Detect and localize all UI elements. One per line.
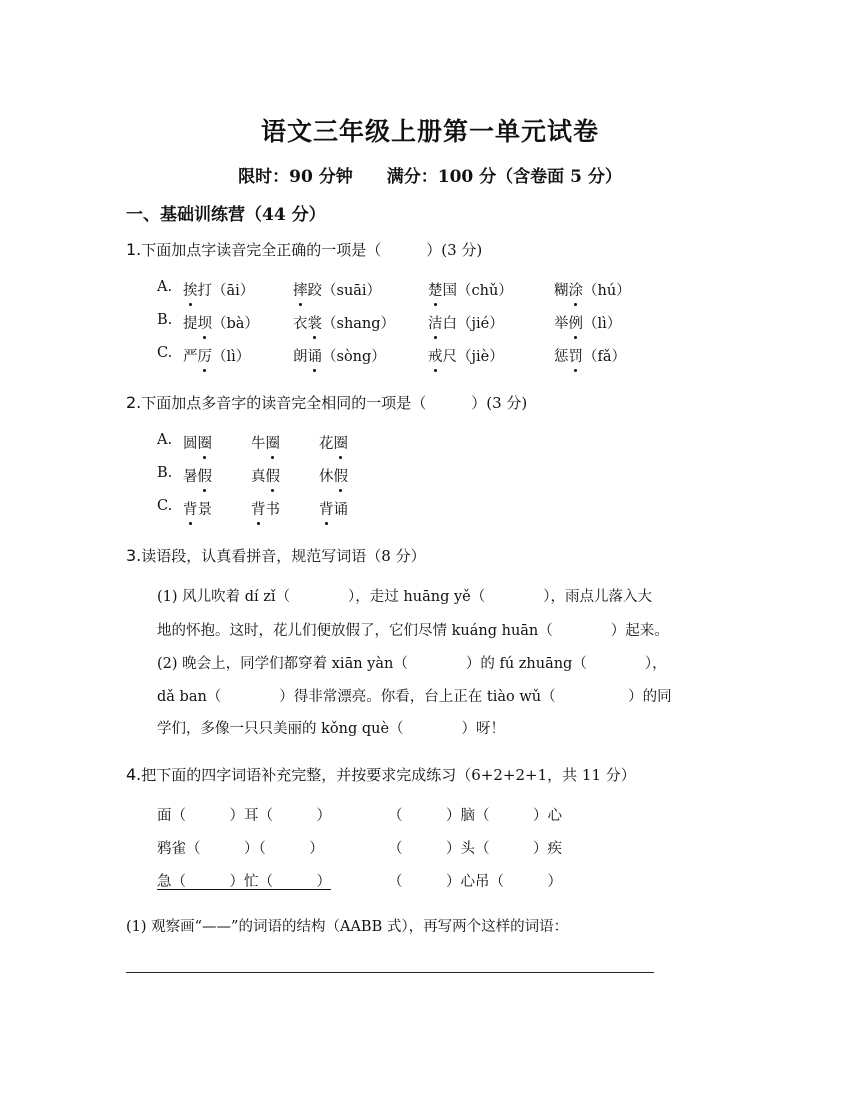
dotted-character: 戒 <box>428 345 443 366</box>
full-score: 满分：100 分（含卷面 5 分） <box>386 167 622 187</box>
option-word: 真假 <box>251 465 280 486</box>
exam-info <box>0 162 860 187</box>
dotted-character: 背 <box>319 498 334 519</box>
question-number: 3. <box>126 546 142 565</box>
option-word: 举例（lì） <box>554 312 621 333</box>
idiom-blank: 面（ ）耳（ ） <box>157 808 331 824</box>
page-title: 语文三年级上册第一单元试卷 <box>260 117 599 146</box>
option-label: A. <box>157 432 173 448</box>
option-word: 牛圈 <box>251 432 280 453</box>
dotted-character: 圈 <box>334 432 349 453</box>
question-2 <box>126 392 527 413</box>
option-word: 背景 <box>183 498 212 519</box>
option-word: 背诵 <box>319 498 348 519</box>
dotted-character: 坝 <box>198 312 213 333</box>
passage-line: (2) 晚会上，同学们都穿着 xiān yàn（ ）的 fú zhuāng（ ）， <box>157 656 667 672</box>
idiom-blank: 鸦雀（ ）（ ） <box>157 841 324 857</box>
dotted-character: 假 <box>266 465 281 486</box>
question-number: 1. <box>126 240 142 259</box>
dotted-character: 洁 <box>428 312 443 333</box>
time-limit: 限时：90 分钟 <box>238 167 353 187</box>
dotted-character: 摔 <box>293 279 308 300</box>
option-word: 花圈 <box>319 432 348 453</box>
dotted-character: 厉 <box>198 345 213 366</box>
dotted-character: 假 <box>334 465 349 486</box>
option-word: 洁白（jié） <box>428 312 504 333</box>
dotted-character: 背 <box>251 498 266 519</box>
question-3 <box>126 545 426 566</box>
option-label: C. <box>157 498 173 514</box>
sub-question-1: (1) 观察画“——”的词语的结构（AABB 式），再写两个这样的词语： <box>126 919 569 935</box>
idiom-blank: （ ）脑（ ）心 <box>388 808 562 824</box>
option-word: 惩罚（fǎ） <box>554 345 626 366</box>
passage-line: 学们，多像一只只美丽的 kǒng què（ ）呀！ <box>157 721 506 737</box>
idiom-blank-underlined: 急（ ）忙（ ） <box>157 874 331 890</box>
option-word: 严厉（lì） <box>183 345 250 366</box>
question-number: 2. <box>126 393 142 412</box>
dotted-character: 挨 <box>183 279 198 300</box>
dotted-character: 假 <box>198 465 213 486</box>
dotted-character: 罚 <box>569 345 584 366</box>
passage-line: (1) 风儿吹着 dí zǐ（ ），走过 huāng yě（ ），雨点儿落入大 <box>157 589 652 605</box>
dotted-character: 背 <box>183 498 198 519</box>
option-word: 衣裳（shang） <box>293 312 395 333</box>
question-text: 下面加点字读音完全正确的一项是（ ）(3 分) <box>141 241 483 259</box>
question-text: 读语段，认真看拼音，规范写词语（8 分） <box>141 547 426 565</box>
dotted-character: 涂 <box>569 279 584 300</box>
idiom-blank: （ ）头（ ）疾 <box>388 841 562 857</box>
option-word: 暑假 <box>183 465 212 486</box>
passage-line: 地的怀抱。这时，花儿们便放假了，它们尽情 kuáng huān（ ）起来。 <box>157 623 669 639</box>
section-heading: 一、基础训练营（44 分） <box>126 205 326 225</box>
passage-line: dǎ ban（ ）得非常漂亮。你看，台上正在 tiào wǔ（ ）的同 <box>157 689 672 705</box>
option-label: B. <box>157 465 173 481</box>
dotted-character: 楚 <box>428 279 443 300</box>
answer-line[interactable] <box>126 972 654 973</box>
option-word: 圆圈 <box>183 432 212 453</box>
option-word: 糊涂（hú） <box>554 279 631 300</box>
option-label: C. <box>157 345 173 361</box>
idiom-blank: （ ）心吊（ ） <box>388 874 562 890</box>
option-word: 戒尺（jiè） <box>428 345 504 366</box>
question-text: 下面加点多音字的读音完全相同的一项是（ ）(3 分) <box>141 394 528 412</box>
option-word: 摔跤（suāi） <box>293 279 381 300</box>
dotted-character: 圈 <box>266 432 281 453</box>
question-4 <box>126 764 636 785</box>
question-number: 4. <box>126 765 142 784</box>
option-label: A. <box>157 279 173 295</box>
option-label: B. <box>157 312 173 328</box>
option-word: 挨打（āi） <box>183 279 254 300</box>
option-word: 提坝（bà） <box>183 312 259 333</box>
option-word: 休假 <box>319 465 348 486</box>
dotted-character: 例 <box>569 312 584 333</box>
dotted-character: 圈 <box>198 432 213 453</box>
dotted-character: 裳 <box>308 312 323 333</box>
question-text: 把下面的四字词语补充完整，并按要求完成练习（6+2+2+1，共 11 分） <box>141 766 636 784</box>
option-word: 楚国（chǔ） <box>428 279 513 300</box>
option-word: 背书 <box>251 498 280 519</box>
option-word: 朗诵（sòng） <box>293 345 386 366</box>
question-1 <box>126 239 482 260</box>
dotted-character: 诵 <box>308 345 323 366</box>
